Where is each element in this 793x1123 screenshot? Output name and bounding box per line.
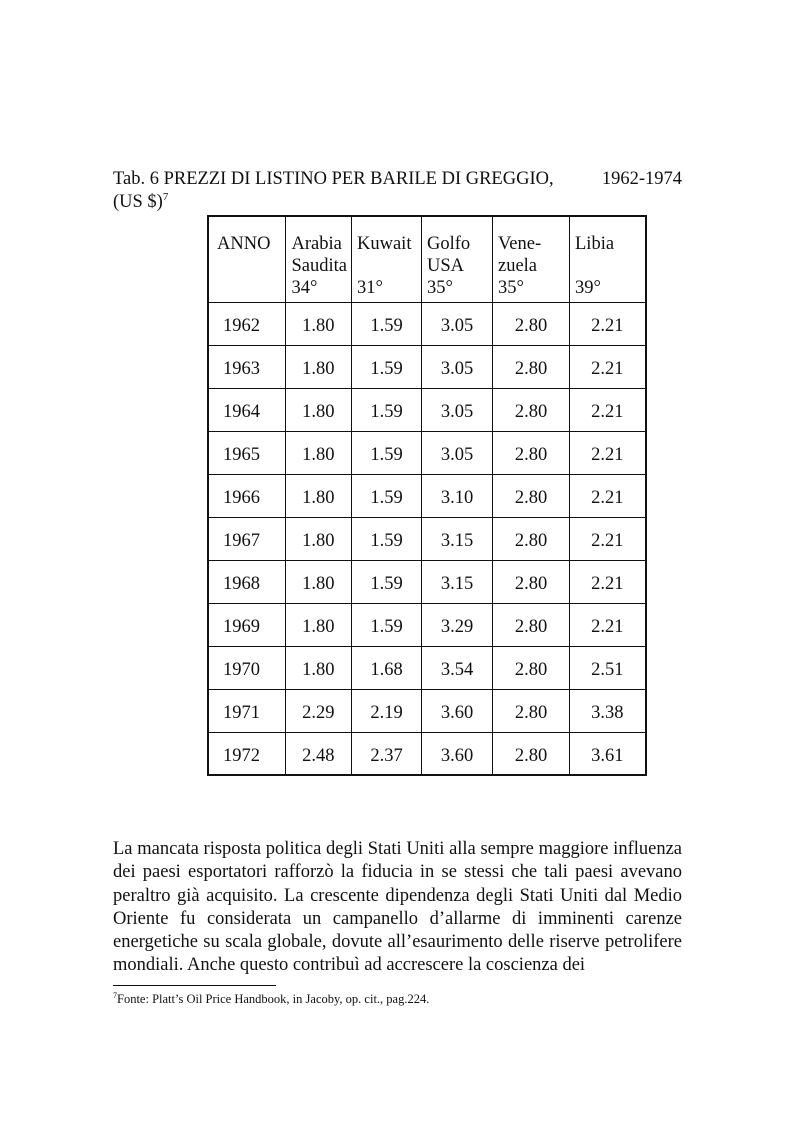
price-cell: 2.29 — [285, 689, 352, 732]
year-cell: 1968 — [208, 560, 285, 603]
table-caption — [113, 168, 682, 214]
price-cell: 3.15 — [422, 560, 493, 603]
price-cell: 2.80 — [493, 388, 570, 431]
caption-label: Tab. 6 PREZZI DI LISTINO PER BARILE DI GREGGIO, — [113, 169, 554, 189]
year-cell: 1964 — [208, 388, 285, 431]
year-cell: 1972 — [208, 732, 285, 775]
price-cell: 3.05 — [422, 345, 493, 388]
price-cell: 3.05 — [422, 388, 493, 431]
price-cell: 1.68 — [352, 646, 422, 689]
caption-unit: (US $) — [113, 192, 163, 212]
price-cell: 3.10 — [422, 474, 493, 517]
price-cell: 2.21 — [570, 474, 646, 517]
price-cell: 1.59 — [352, 517, 422, 560]
year-cell: 1965 — [208, 431, 285, 474]
price-cell: 3.05 — [422, 431, 493, 474]
price-cell: 2.21 — [570, 345, 646, 388]
price-cell: 2.80 — [493, 517, 570, 560]
price-cell: 1.59 — [352, 302, 422, 345]
price-cell: 2.19 — [352, 689, 422, 732]
table-header-row — [208, 216, 646, 302]
price-cell: 1.59 — [352, 431, 422, 474]
price-cell: 1.80 — [285, 517, 352, 560]
header-venezuela: Vene- zuela 35° — [493, 216, 570, 302]
price-cell: 1.59 — [352, 560, 422, 603]
header-arabia-saudita: Arabia Saudita 34° — [285, 216, 352, 302]
year-cell: 1962 — [208, 302, 285, 345]
year-cell: 1969 — [208, 603, 285, 646]
price-cell: 2.80 — [493, 689, 570, 732]
table-row — [208, 302, 646, 345]
price-cell: 2.80 — [493, 560, 570, 603]
price-cell: 1.80 — [285, 603, 352, 646]
price-cell: 2.21 — [570, 388, 646, 431]
footnote — [113, 991, 429, 1007]
price-cell: 2.21 — [570, 302, 646, 345]
footnote-divider — [113, 985, 276, 986]
table-row — [208, 732, 646, 775]
table-row — [208, 431, 646, 474]
header-kuwait: Kuwait 31° — [352, 216, 422, 302]
year-cell: 1970 — [208, 646, 285, 689]
footnote-reference[interactable]: 7 — [162, 190, 169, 203]
table-row — [208, 388, 646, 431]
price-cell: 2.48 — [285, 732, 352, 775]
price-cell: 3.60 — [422, 732, 493, 775]
caption-years: 1962-1974 — [601, 169, 682, 189]
price-cell: 2.37 — [352, 732, 422, 775]
price-cell: 1.80 — [285, 431, 352, 474]
price-cell: 1.59 — [352, 388, 422, 431]
price-cell: 2.80 — [493, 646, 570, 689]
price-cell: 1.80 — [285, 302, 352, 345]
price-cell: 2.80 — [493, 732, 570, 775]
price-cell: 1.80 — [285, 646, 352, 689]
price-cell: 3.38 — [570, 689, 646, 732]
price-cell: 2.21 — [570, 603, 646, 646]
table-row — [208, 474, 646, 517]
year-cell: 1966 — [208, 474, 285, 517]
price-cell: 1.80 — [285, 345, 352, 388]
price-cell: 2.80 — [493, 302, 570, 345]
price-cell: 2.80 — [493, 603, 570, 646]
price-cell: 1.59 — [352, 345, 422, 388]
price-cell: 3.54 — [422, 646, 493, 689]
price-cell: 2.80 — [493, 431, 570, 474]
price-cell: 1.59 — [352, 474, 422, 517]
price-cell: 3.29 — [422, 603, 493, 646]
price-cell: 2.51 — [570, 646, 646, 689]
year-cell: 1967 — [208, 517, 285, 560]
table-row — [208, 517, 646, 560]
header-anno: ANNO — [208, 216, 285, 302]
table-row — [208, 646, 646, 689]
price-cell: 3.60 — [422, 689, 493, 732]
body-paragraph: La mancata risposta politica degli Stati Uniti alla sempre maggiore influenza dei paesi esportatori rafforzò la fiducia in se stessi che tali paesi avevano peraltro già acquisito. La crescente dipendenza degli Stati Uniti dal Medio Oriente fu considerata un campanello d’allarme di imminenti carenze energetiche su scala globale, dovute all’esaurimento delle riserve petrolifere mondiali. Anche questo contribuì ad accrescere la coscienza dei — [113, 839, 682, 976]
year-cell: 1971 — [208, 689, 285, 732]
price-cell: 3.15 — [422, 517, 493, 560]
price-cell: 1.80 — [285, 388, 352, 431]
price-cell: 2.21 — [570, 431, 646, 474]
header-libia: Libia 39° — [570, 216, 646, 302]
year-cell: 1963 — [208, 345, 285, 388]
table-body — [208, 302, 646, 775]
price-cell: 3.05 — [422, 302, 493, 345]
table-row — [208, 345, 646, 388]
price-cell: 2.80 — [493, 345, 570, 388]
price-cell: 2.21 — [570, 560, 646, 603]
table-row — [208, 560, 646, 603]
footnote-mark: 7 — [113, 990, 117, 1000]
price-cell: 3.61 — [570, 732, 646, 775]
table-row — [208, 603, 646, 646]
price-cell: 1.80 — [285, 474, 352, 517]
price-cell: 2.21 — [570, 517, 646, 560]
price-table — [207, 215, 647, 776]
footnote-text: Fonte: Platt’s Oil Price Handbook, in Jacoby, op. cit., pag.224. — [117, 992, 430, 1006]
header-golfo-usa: Golfo USA 35° — [422, 216, 493, 302]
price-cell: 2.80 — [493, 474, 570, 517]
table-row — [208, 689, 646, 732]
price-cell: 1.59 — [352, 603, 422, 646]
price-cell: 1.80 — [285, 560, 352, 603]
